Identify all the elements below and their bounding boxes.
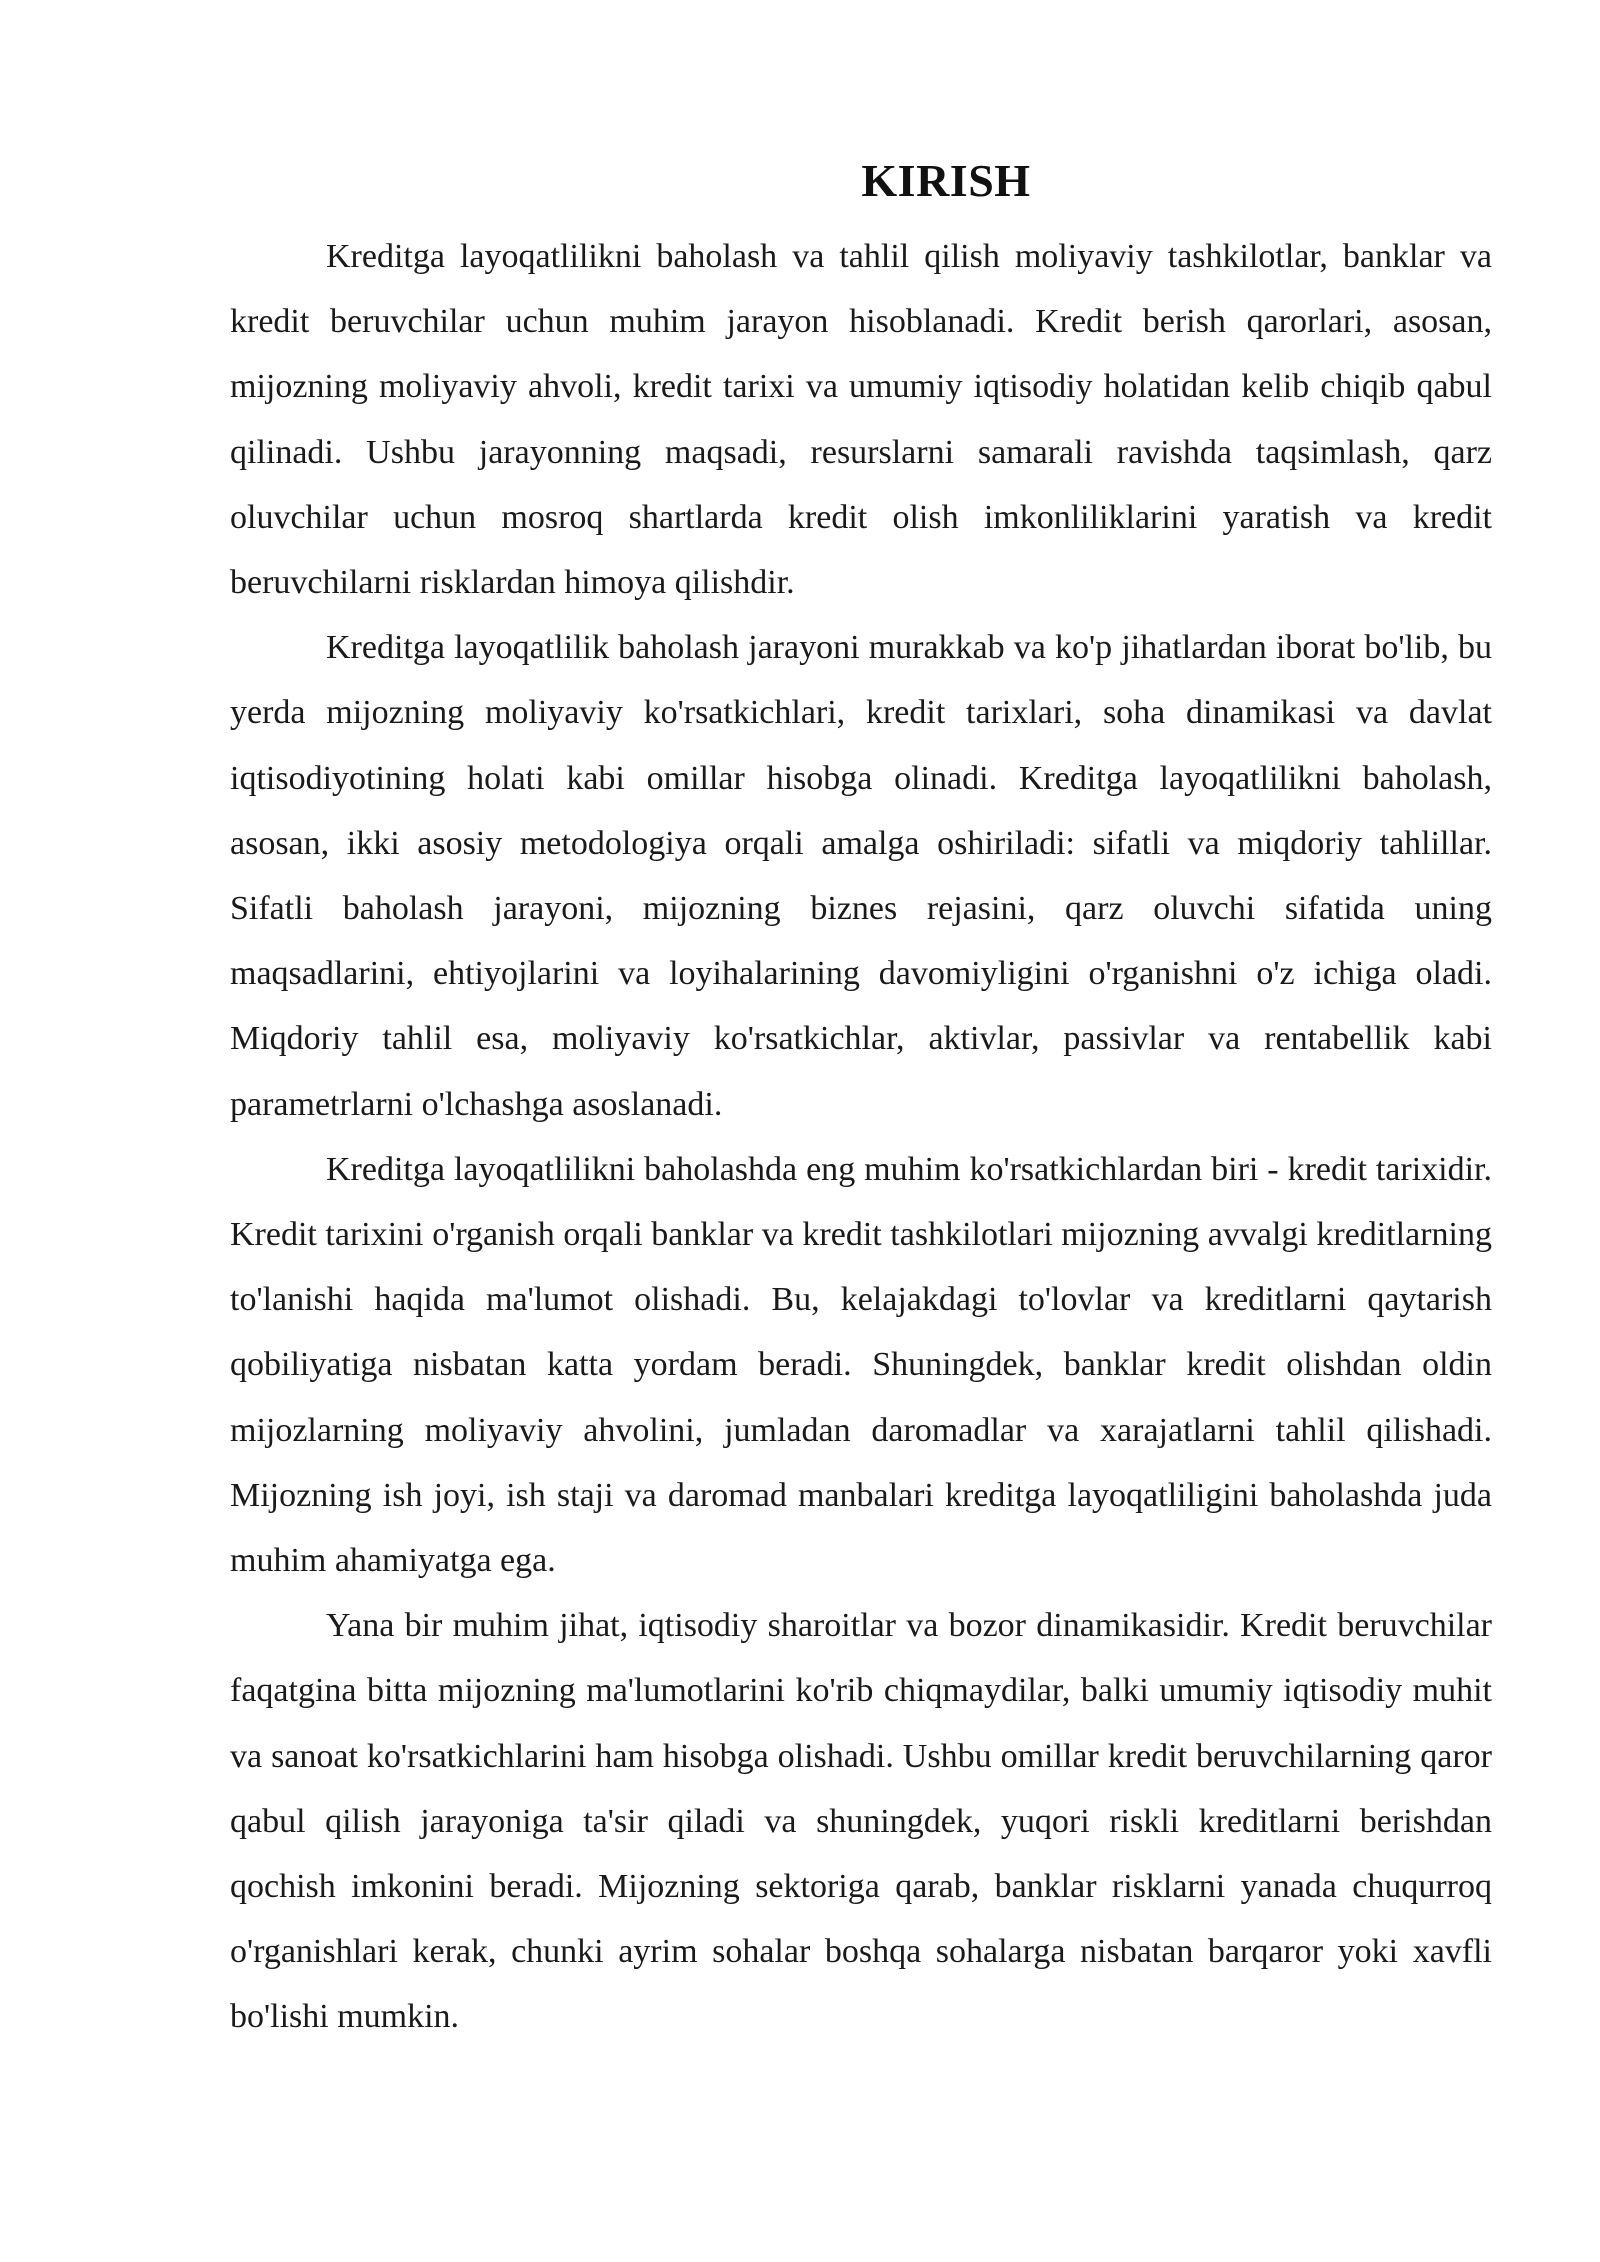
paragraph-4: Yana bir muhim jihat, iqtisodiy sharoitlar va bozor dinamikasidir. Kredit beruvchilar faqatgina bitta mijozning ma'lumotlarini ko'rib chiqmaydilar, balki umumiy iqtisodiy muhit va sanoat ko'rsatkichlarini ham hisobga olishadi. Ushbu omillar kredit beruvchilarning qaror qabul qilish jarayoniga ta'sir qiladi va shuningdek, yuqori riskli kreditlarni berishdan qochish imkonini beradi. Mijozning sektoriga qarab, banklar risklarni yanada chuqurroq o'rganishlari kerak, chunki ayrim sohalar boshqa sohalarga nisbatan barqaror yoki xavfli bo'lishi mumkin. (230, 1607, 1492, 2036)
paragraph-2: Kreditga layoqatlilik baholash jarayoni murakkab va ko'p jihatlardan iborat bo'lib, bu yerda mijozning moliyaviy ko'rsatkichlari, kredit tarixlari, soha dinamikasi va davlat iqtisodiyotining holati kabi omillar hisobga olinadi. Kreditga layoqatlilikni baholash, asosan, ikki asosiy metodologiya orqali amalga oshiriladi: sifatli va miqdoriy tahlillar. Sifatli baholash jarayoni, mijozning biznes rejasini, qarz oluvchi sifatida uning maqsadlarini, ehtiyojlarini va loyihalarining davomiyligini o'rganishni o'z ichiga oladi. Miqdoriy tahlil esa, moliyaviy ko'rsatkichlar, aktivlar, passivlar va rentabellik kabi parametrlarni o'lchashga asoslanadi. (230, 629, 1492, 1123)
paragraph-3: Kreditga layoqatlilikni baholashda eng muhim ko'rsatkichlardan biri - kredit tarixidir. Kredit tarixini o'rganish orqali banklar va kredit tashkilotlari mijozning avvalgi kreditlarning to'lanishi haqida ma'lumot olishadi. Bu, kelajakdagi to'lovlar va kreditlarni qaytarish qobiliyatiga nisbatan katta yordam beradi. Shuningdek, banklar kredit olishdan oldin mijozlarning moliyaviy ahvolini, jumladan daromadlar va xarajatlarni tahlil qilishadi. Mijozning ish joyi, ish staji va daromad manbalari kreditga layoqatliligini baholashda juda muhim ahamiyatga ega. (230, 1150, 1492, 1580)
document-body (230, 140, 1492, 2050)
page-title: KIRISH (861, 155, 1031, 206)
paragraph-1: Kreditga layoqatlilikni baholash va tahlil qilish moliyaviy tashkilotlar, banklar va kredit beruvchilar uchun muhim jarayon hisoblanadi. Kredit berish qarorlari, asosan, mijozning moliyaviy ahvoli, kredit tarixi va umumiy iqtisodiy holatidan kelib chiqib qabul qilinadi. Ushbu jarayonning maqsadi, resurslarni samarali ravishda taqsimlash, qarz oluvchilar uchun mosroq shartlarda kredit olish imkonliliklarini yaratish va kredit beruvchilarni risklardan himoya qilishdir. (230, 238, 1492, 602)
